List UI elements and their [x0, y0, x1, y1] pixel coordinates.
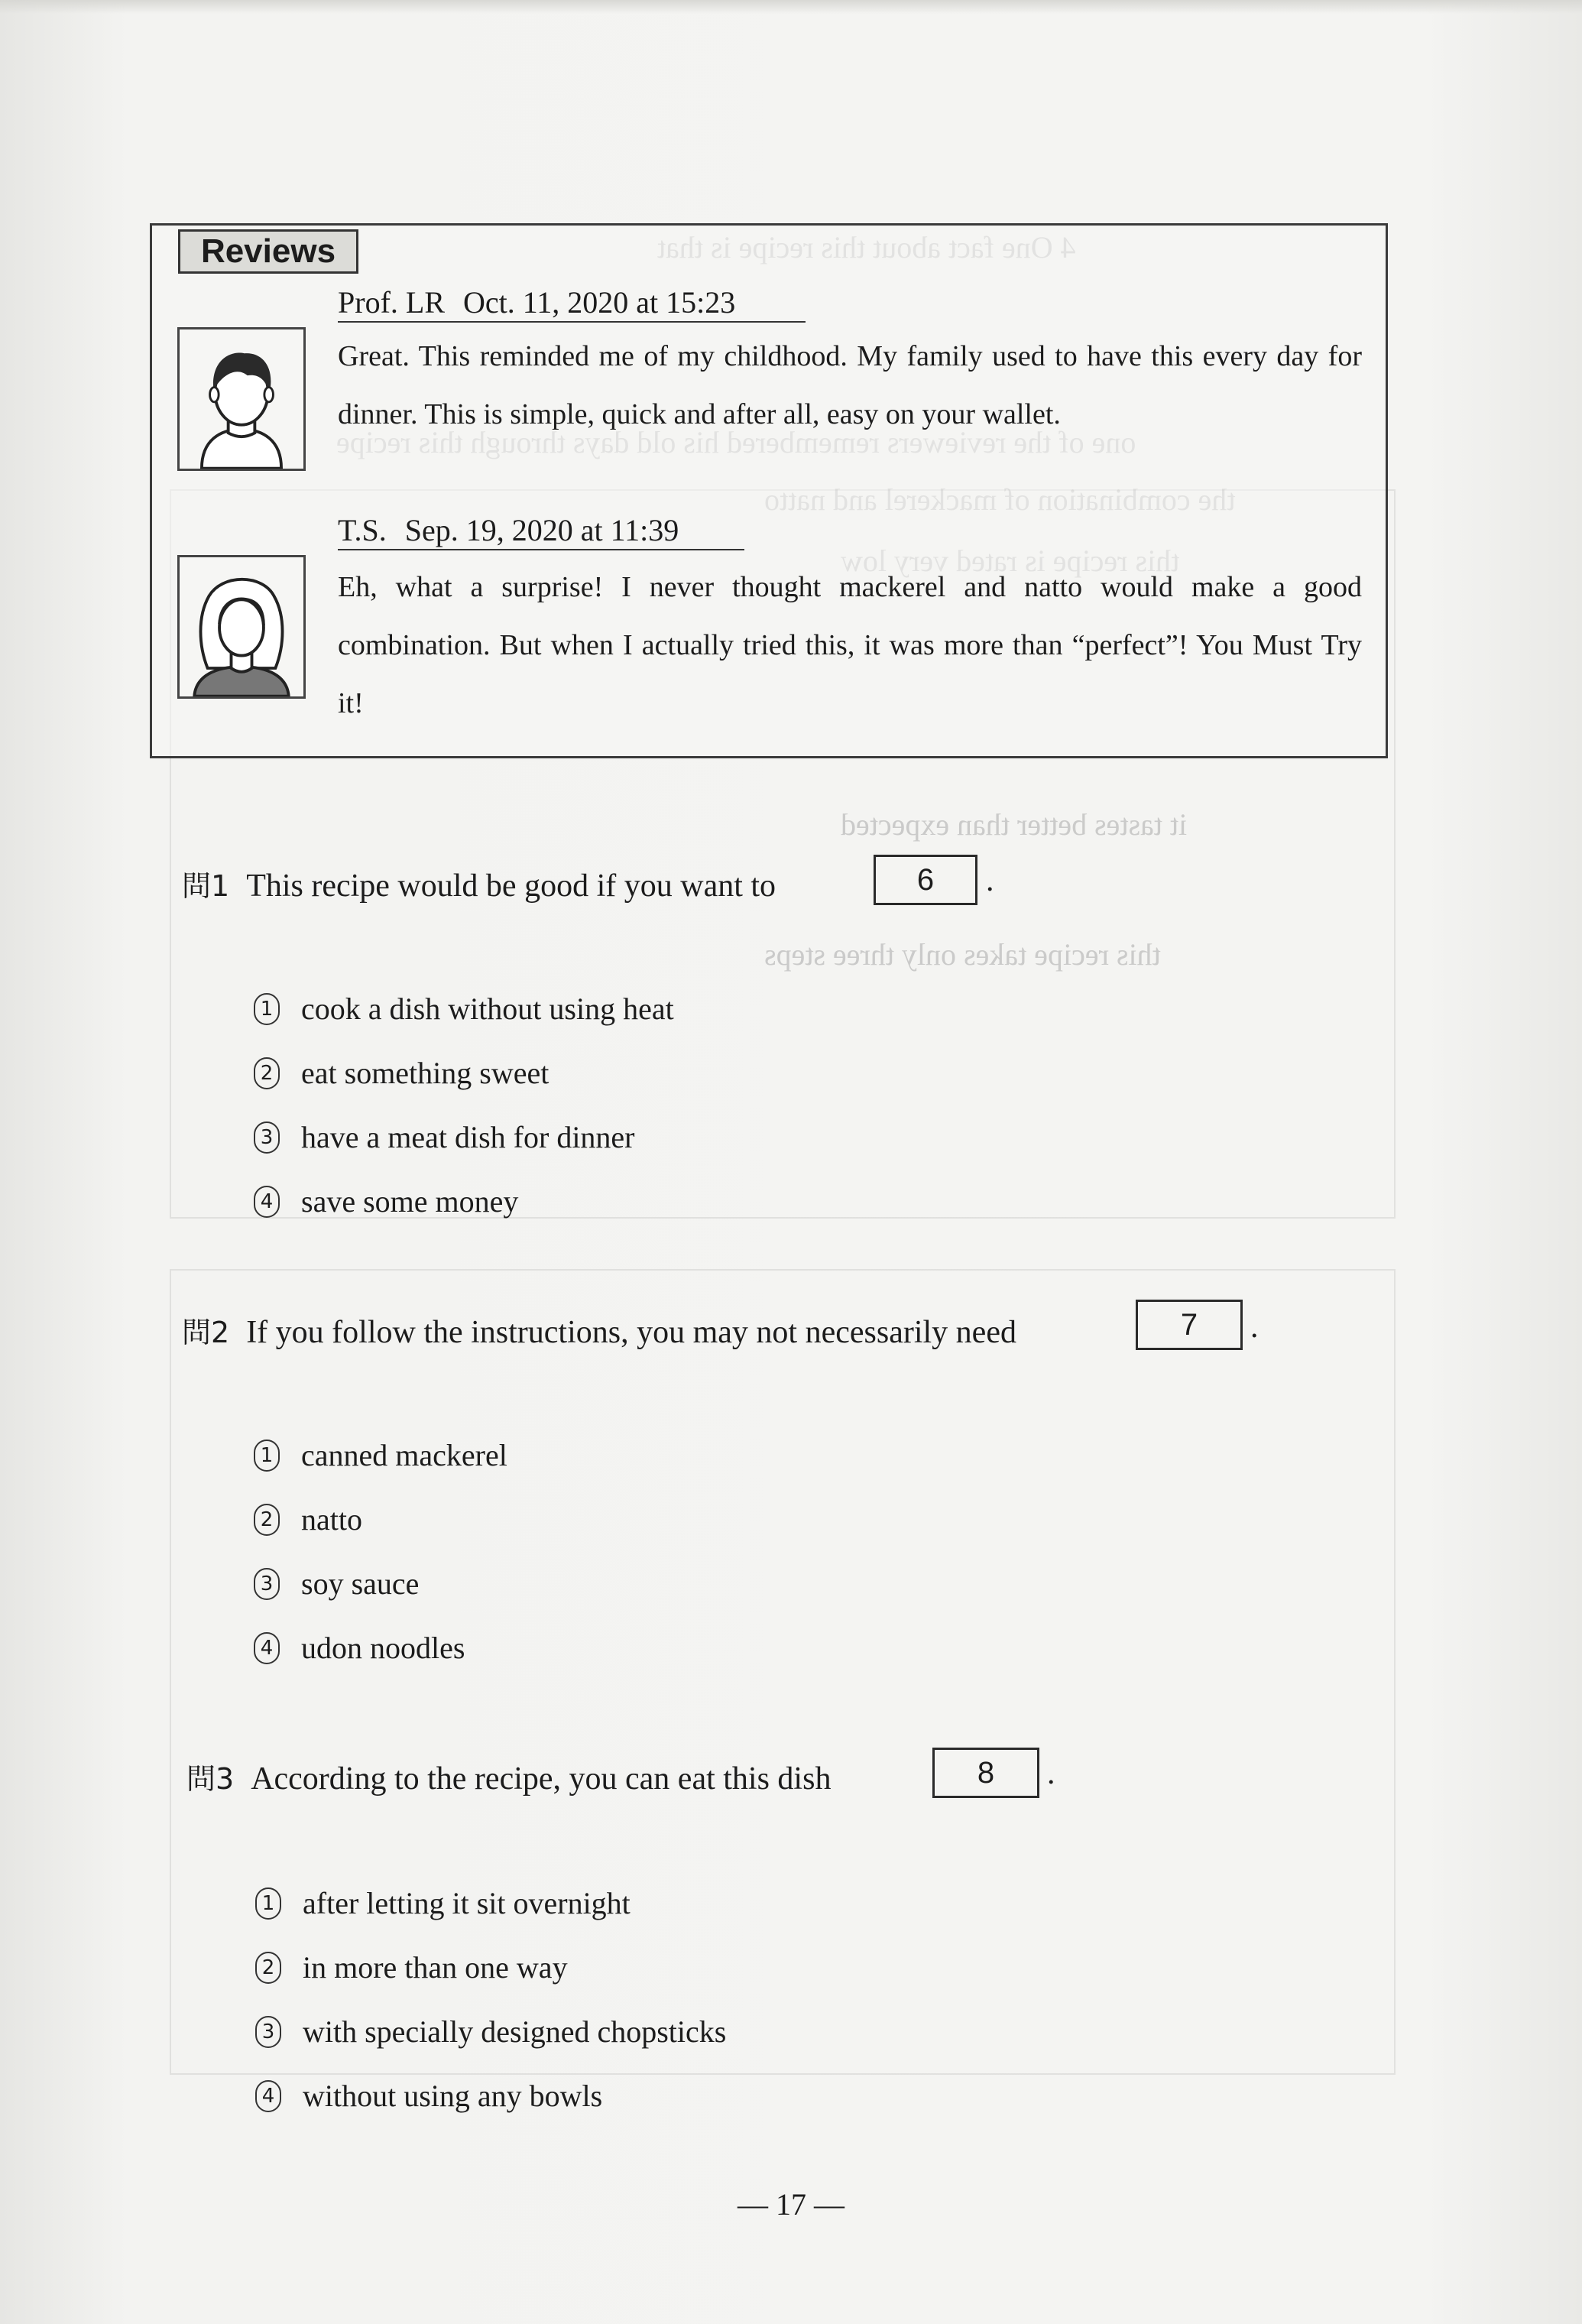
answer-option[interactable] [255, 2078, 602, 2115]
option-text: have a meat dish for dinner [301, 1120, 635, 1154]
answer-blank-box[interactable]: 6 [874, 855, 977, 905]
answer-option[interactable] [254, 1055, 549, 1092]
review-date: Sep. 19, 2020 at 11:39 [404, 513, 679, 547]
option-marker: 1 [254, 993, 280, 1025]
option-text: eat something sweet [301, 1056, 549, 1090]
option-marker: 3 [255, 2016, 281, 2048]
answer-blank-box[interactable]: 7 [1136, 1300, 1243, 1350]
reviewer-name: Prof. LR [338, 285, 445, 320]
answer-option[interactable] [254, 1437, 507, 1475]
reviewer-line [338, 512, 679, 548]
answer-option[interactable] [254, 1566, 419, 1603]
page-number: — 17 — [738, 2187, 844, 2222]
option-text: without using any bowls [303, 2079, 603, 2113]
option-text: with specially designed chopsticks [303, 2014, 727, 2049]
bleed-through-text: it tastes better than expected [841, 807, 1188, 842]
option-text: cook a dish without using heat [301, 992, 674, 1026]
option-text: save some money [301, 1184, 519, 1219]
answer-option[interactable] [255, 1885, 631, 1923]
question-text: This recipe would be good if you want to [246, 868, 776, 904]
reviewer-underline [338, 321, 806, 323]
option-text: udon noodles [301, 1631, 465, 1665]
bleed-through-text: this recipe takes only three steps [764, 937, 1161, 972]
option-text: after letting it sit overnight [303, 1886, 631, 1920]
question-text: According to the recipe, you can eat this dish [251, 1761, 832, 1797]
period: . [1047, 1756, 1055, 1791]
option-marker: 3 [254, 1568, 280, 1600]
question-stem [186, 1755, 831, 1797]
option-marker: 2 [254, 1057, 280, 1089]
option-text: natto [301, 1502, 362, 1537]
option-marker: 2 [254, 1504, 280, 1536]
option-marker: 2 [255, 1952, 281, 1984]
option-marker: 4 [255, 2080, 281, 2112]
option-marker: 4 [254, 1632, 280, 1664]
option-marker: 4 [254, 1186, 280, 1218]
answer-option[interactable] [254, 1119, 635, 1157]
question-number: 問1 [182, 869, 230, 903]
reviewer-line [338, 284, 735, 320]
question-number: 問2 [182, 1316, 230, 1349]
answer-option[interactable] [254, 991, 674, 1028]
male-avatar-icon [177, 327, 306, 471]
question-text: If you follow the instructions, you may not necessarily need [246, 1315, 1016, 1350]
question-stem [182, 1309, 1016, 1351]
answer-option[interactable] [255, 1949, 568, 1987]
review-date: Oct. 11, 2020 at 15:23 [463, 285, 736, 320]
page-edge-shadow [0, 0, 1582, 14]
answer-blank-box[interactable]: 8 [932, 1748, 1039, 1798]
answer-option[interactable] [255, 2014, 726, 2051]
question-number: 問3 [186, 1762, 235, 1796]
female-avatar-icon [177, 555, 306, 699]
question-stem [182, 862, 776, 904]
option-text: canned mackerel [301, 1438, 507, 1472]
reviewer-underline [338, 549, 744, 550]
option-marker: 1 [255, 1887, 281, 1920]
option-text: in more than one way [303, 1950, 568, 1985]
answer-option[interactable] [254, 1630, 465, 1667]
option-text: soy sauce [301, 1566, 420, 1601]
review-text: Great. This reminded me of my childhood. My family used to have this every day for dinner. This is simple, quick and after all, easy on your wallet. [338, 340, 1362, 430]
answer-option[interactable] [254, 1501, 362, 1539]
option-marker: 1 [254, 1440, 280, 1472]
option-marker: 3 [254, 1121, 280, 1154]
period: . [1250, 1310, 1259, 1345]
period: . [986, 863, 994, 898]
answer-option[interactable] [254, 1183, 518, 1221]
reviewer-name: T.S. [338, 513, 387, 547]
review-text: Eh, what a surprise! I never thought mackerel and natto would make a good combination. But when I actually tried this, it was more than “perfect”! You Must Try it! [338, 571, 1362, 719]
reviews-heading: Reviews [178, 229, 358, 274]
